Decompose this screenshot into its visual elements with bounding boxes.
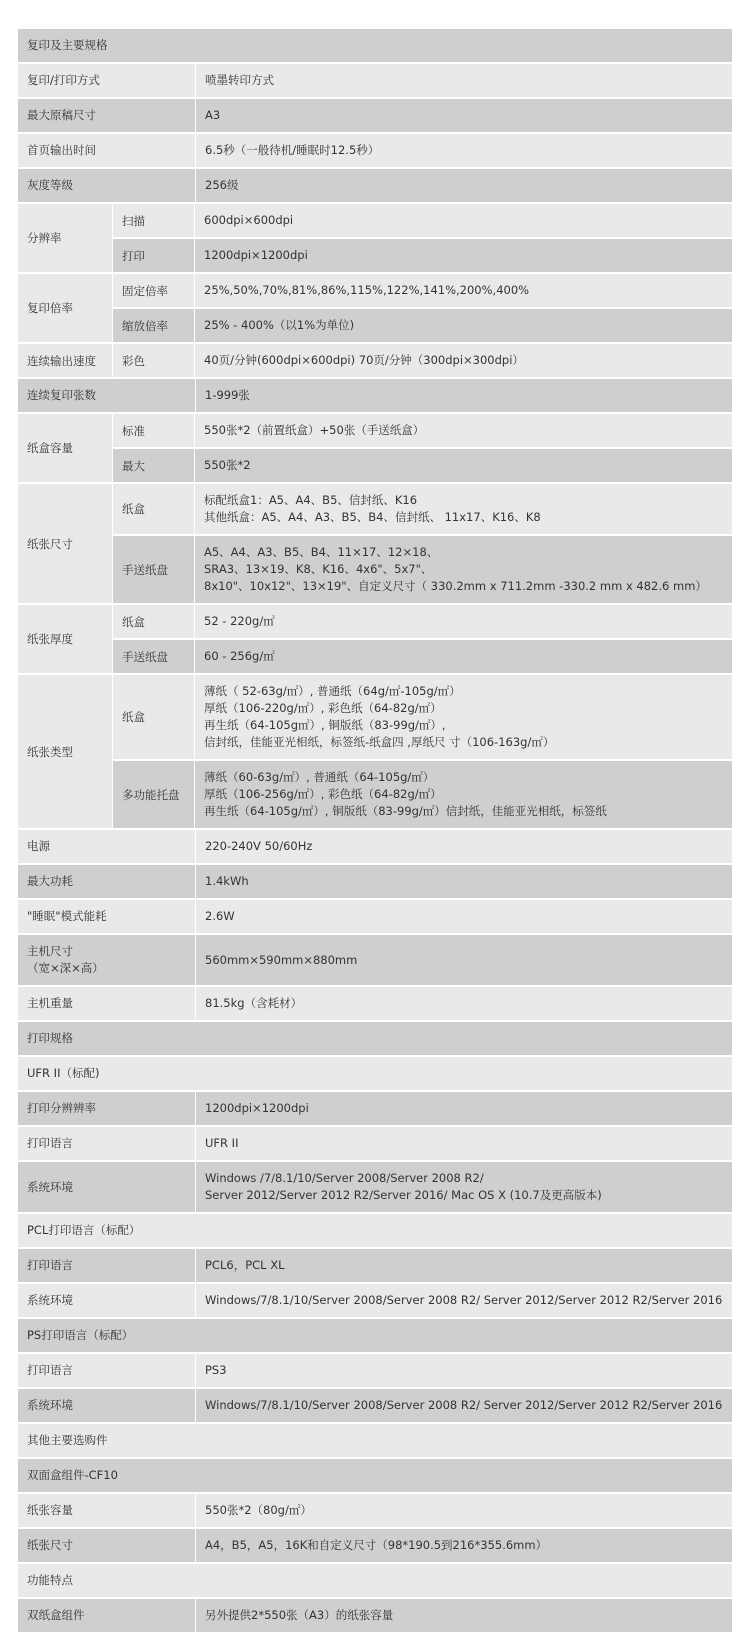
spec-sublabel: 打印 <box>113 239 195 272</box>
spec-value: 40页/分钟(600dpi×600dpi) 70页/分钟（300dpi×300dpi） <box>204 353 524 367</box>
spec-label: 系统环境 <box>18 1284 196 1317</box>
label-line: （宽×深×高） <box>27 961 104 975</box>
spec-sublabel: 固定倍率 <box>113 274 195 307</box>
section-header <box>18 29 732 64</box>
spec-value: 1-999张 <box>205 388 250 402</box>
spec-label: 电源 <box>18 830 196 863</box>
spec-value <box>196 1162 732 1212</box>
spec-table <box>18 29 732 1634</box>
label-line: 主机尺寸 <box>27 944 73 958</box>
spec-label: 纸张容量 <box>18 1494 196 1527</box>
spec-value: 喷墨转印方式 <box>205 73 274 87</box>
spec-sublabel: 缩放倍率 <box>113 309 195 342</box>
spec-row <box>18 1162 732 1214</box>
section-header <box>18 1564 732 1599</box>
spec-value: 1200dpi×1200dpi <box>205 1101 309 1115</box>
section-title: 打印规格 <box>27 1031 73 1045</box>
spec-value: 220-240V 50/60Hz <box>205 839 313 853</box>
spec-value <box>195 536 732 603</box>
spec-value: 560mm×590mm×880mm <box>205 952 358 967</box>
spec-row <box>18 1529 732 1564</box>
spec-value <box>195 484 732 534</box>
spec-row <box>18 935 732 987</box>
spec-sublabel: 扫描 <box>113 204 195 237</box>
spec-row <box>18 169 732 204</box>
spec-value: 600dpi×600dpi <box>204 213 294 227</box>
section-title: 复印及主要规格 <box>27 38 108 52</box>
value-line: 薄纸（ 52-63g/㎡）, 普通纸（64g/㎡-105g/㎡） <box>204 684 461 698</box>
section-title: 功能特点 <box>27 1573 73 1587</box>
spec-value: Windows/7/8.1/10/Server 2008/Server 2008 R2/ Server 2012/Server 2012 R2/Server 2016 <box>205 1398 723 1412</box>
value-line: Windows /7/8.1/10/Server 2008/Server 2008 R2/ <box>205 1171 484 1185</box>
section-header <box>18 1319 732 1354</box>
section-title: PCL打印语言（标配） <box>27 1223 141 1237</box>
spec-subrow <box>113 274 732 307</box>
spec-row <box>18 134 732 169</box>
spec-label: 系统环境 <box>18 1389 196 1422</box>
value-line: 再生纸（64-105g㎡）, 铜版纸（83-99g/㎡）, <box>204 718 446 732</box>
spec-value: Windows/7/8.1/10/Server 2008/Server 2008 R2/ Server 2012/Server 2012 R2/Server 2016 <box>205 1293 723 1307</box>
spec-value: A4，B5，A5，16K和自定义尺寸（98*190.5到216*355.6mm） <box>205 1538 548 1552</box>
value-line: SRA3、13×19、K8、K16、4x6"、5x7"、 <box>204 562 433 576</box>
spec-subrow <box>113 605 732 638</box>
spec-value: A3 <box>205 108 221 122</box>
spec-value: PS3 <box>205 1363 227 1377</box>
spec-subrow <box>113 447 732 482</box>
spec-row <box>18 64 732 99</box>
spec-label: 分辨率 <box>18 204 113 272</box>
spec-subrow <box>113 675 732 759</box>
spec-sublabel: 纸盒 <box>113 605 195 638</box>
spec-value: 1200dpi×1200dpi <box>204 248 308 262</box>
spec-label: 打印语言 <box>18 1354 196 1387</box>
spec-value: 6.5秒（一般待机/睡眠时12.5秒） <box>205 143 380 157</box>
spec-value: 550张*2（80g/㎡） <box>205 1503 312 1517</box>
spec-sublabel: 手送纸盘 <box>113 536 195 603</box>
spec-group-paper-type <box>18 675 732 830</box>
value-line: 厚纸（106-256g/㎡）, 彩色纸（64-82g/㎡） <box>204 787 442 801</box>
spec-row <box>18 830 732 865</box>
value-line: 其他纸盒：A5、A4、A3、B5、B4、信封纸、 11x17、K16、K8 <box>204 510 541 524</box>
spec-row <box>18 1494 732 1529</box>
spec-row <box>18 1284 732 1319</box>
spec-label: 纸张厚度 <box>18 605 113 673</box>
spec-value: 81.5kg（含耗材） <box>205 996 303 1010</box>
value-line: 8x10"、10x12"、13×19"、自定义尺寸（ 330.2mm x 711.2mm -330.2 mm x 482.6 mm） <box>204 579 707 593</box>
section-title: UFR II（标配) <box>27 1066 100 1080</box>
spec-label: 纸盒容量 <box>18 414 113 482</box>
spec-label: 最大功耗 <box>18 865 196 898</box>
spec-label: 纸张尺寸 <box>18 1529 196 1562</box>
spec-label: 复印/打印方式 <box>18 64 196 97</box>
value-line: A5、A4、A3、B5、B4、11×17、12×18、 <box>204 545 439 559</box>
spec-subrow <box>113 414 732 447</box>
spec-label: 打印语言 <box>18 1127 196 1160</box>
spec-label: 连续输出速度 <box>18 344 113 377</box>
section-header <box>18 1214 732 1249</box>
value-line: 信封纸，佳能亚光相纸，标签纸-纸盒四 ,厚纸尺 寸（106-163g/㎡） <box>204 735 555 749</box>
section-title: 双面盒组件-CF10 <box>27 1468 118 1482</box>
section-header <box>18 1057 732 1092</box>
spec-row <box>18 1389 732 1424</box>
spec-subrow <box>113 237 732 272</box>
spec-row <box>18 865 732 900</box>
spec-value: 1.4kWh <box>205 874 249 888</box>
spec-sublabel: 手送纸盘 <box>113 640 195 673</box>
spec-value: PCL6，PCL XL <box>205 1258 285 1272</box>
spec-label: 纸张尺寸 <box>18 484 113 603</box>
spec-row <box>18 1127 732 1162</box>
spec-label <box>18 935 196 985</box>
spec-subrow <box>113 307 732 342</box>
section-title: PS打印语言（标配） <box>27 1328 134 1342</box>
section-header <box>18 1459 732 1494</box>
spec-row <box>18 379 732 414</box>
spec-group-paper-size <box>18 484 732 605</box>
spec-label: 纸张类型 <box>18 675 113 828</box>
spec-subrow <box>113 638 732 673</box>
spec-row <box>18 1354 732 1389</box>
value-line: 厚纸（106-220g/㎡）, 彩色纸（64-82g/㎡） <box>204 701 442 715</box>
spec-group-thickness <box>18 605 732 675</box>
spec-row <box>18 99 732 134</box>
spec-sublabel: 标准 <box>113 414 195 447</box>
spec-sublabel: 彩色 <box>113 344 195 377</box>
spec-sublabel: 多功能托盘 <box>113 761 195 828</box>
spec-group-tray-capacity <box>18 414 732 484</box>
spec-subrow <box>113 534 732 603</box>
value-line: 再生纸（64-105g/㎡）, 铜版纸（83-99g/㎡）信封纸，佳能亚光相纸，标签纸 <box>204 804 607 818</box>
spec-sublabel: 最大 <box>113 449 195 482</box>
spec-value <box>195 761 732 828</box>
section-header <box>18 1022 732 1057</box>
spec-group-zoom <box>18 274 732 344</box>
spec-group-resolution <box>18 204 732 274</box>
spec-subrow <box>113 484 732 534</box>
spec-value: 25%,50%,70%,81%,86%,115%,122%,141%,200%,400% <box>204 283 530 297</box>
spec-sublabel: 纸盒 <box>113 484 195 534</box>
spec-label: 首页输出时间 <box>18 134 196 167</box>
spec-label: 双纸盒组件 <box>18 1599 196 1632</box>
spec-value: 52 - 220g/㎡ <box>204 614 275 628</box>
spec-label: 主机重量 <box>18 987 196 1020</box>
spec-subrow <box>113 759 732 828</box>
spec-subrow <box>113 344 732 377</box>
spec-value: 25% - 400%（以1%为单位) <box>204 318 355 332</box>
spec-row <box>18 1092 732 1127</box>
spec-label: 打印语言 <box>18 1249 196 1282</box>
spec-label: 灰度等级 <box>18 169 196 202</box>
spec-label: 系统环境 <box>18 1162 196 1212</box>
spec-row <box>18 900 732 935</box>
spec-label: 最大原稿尺寸 <box>18 99 196 132</box>
spec-value: 550张*2（前置纸盒）+50张（手送纸盒） <box>204 423 425 437</box>
spec-row <box>18 1249 732 1284</box>
spec-value: UFR II <box>205 1136 239 1150</box>
spec-value: 60 - 256g/㎡ <box>204 649 275 663</box>
spec-group-speed <box>18 344 732 379</box>
value-line: 薄纸（60-63g/㎡）, 普通纸（64-105g/㎡） <box>204 770 435 784</box>
spec-value: 550张*2 <box>204 458 251 472</box>
spec-row <box>18 987 732 1022</box>
spec-label: 打印分辨辨率 <box>18 1092 196 1125</box>
spec-label: "睡眠"模式能耗 <box>18 900 196 933</box>
spec-value <box>195 675 732 759</box>
spec-value: 2.6W <box>205 909 235 923</box>
spec-subrow <box>113 204 732 237</box>
value-line: 标配纸盒1：A5、A4、B5、信封纸、K16 <box>204 493 418 507</box>
spec-label: 连续复印张数 <box>18 379 196 412</box>
spec-sublabel: 纸盒 <box>113 675 195 759</box>
spec-value: 256级 <box>205 178 239 192</box>
spec-value: 另外提供2*550张（A3）的纸张容量 <box>205 1608 394 1622</box>
spec-label: 复印倍率 <box>18 274 113 342</box>
section-title: 其他主要选购件 <box>27 1433 108 1447</box>
section-header <box>18 1424 732 1459</box>
value-line: Server 2012/Server 2012 R2/Server 2016/ Mac OS X (10.7及更高版本) <box>205 1188 602 1202</box>
